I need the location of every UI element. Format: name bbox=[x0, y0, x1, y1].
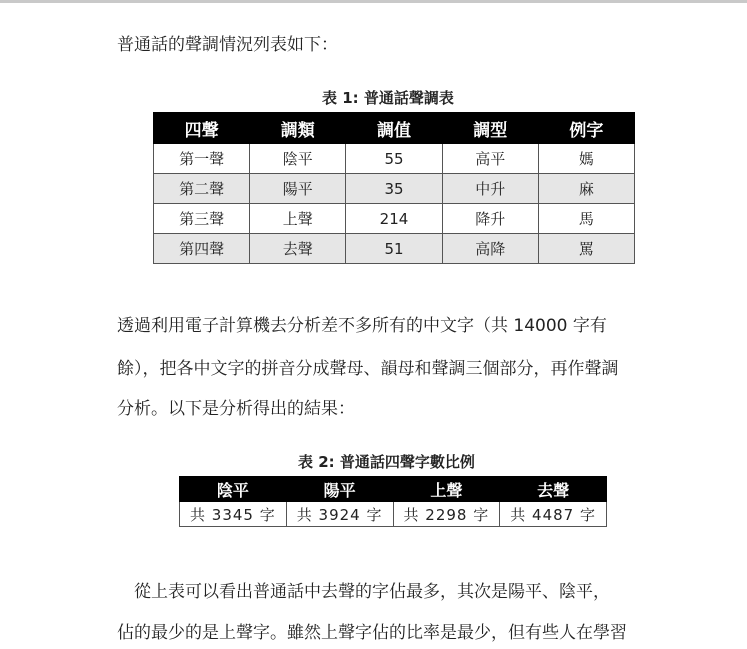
table-cell: 馬 bbox=[538, 204, 634, 234]
table-cell: 高降 bbox=[442, 234, 538, 264]
header-tone-contour: 調型 bbox=[442, 113, 538, 144]
table-cell: 去聲 bbox=[250, 234, 346, 264]
tone-count-table bbox=[179, 476, 607, 527]
header-example-char: 例字 bbox=[538, 113, 634, 144]
table1-caption: 表 1: 普通話聲調表 bbox=[322, 89, 454, 107]
table-cell: 中升 bbox=[442, 174, 538, 204]
table2-caption: 表 2: 普通話四聲字數比例 bbox=[298, 453, 475, 471]
table-cell: 麻 bbox=[538, 174, 634, 204]
header-yinping: 陰平 bbox=[180, 477, 287, 502]
table-cell: 51 bbox=[346, 234, 442, 264]
table-cell: 高平 bbox=[442, 144, 538, 174]
table-row bbox=[154, 174, 635, 204]
table-cell: 媽 bbox=[538, 144, 634, 174]
table-cell: 共 4487 字 bbox=[500, 502, 607, 527]
table-cell: 第四聲 bbox=[154, 234, 250, 264]
table-row bbox=[154, 234, 635, 264]
table-cell: 第一聲 bbox=[154, 144, 250, 174]
header-shangsheng: 上聲 bbox=[393, 477, 500, 502]
intro-text: 普通話的聲調情況列表如下： bbox=[117, 35, 338, 55]
paragraph2-line-2: 餘），把各中文字的拼音分成聲母、韻母和聲調三個部分，再作聲調 bbox=[117, 359, 619, 379]
header-tone-number: 四聲 bbox=[154, 113, 250, 144]
header-yangping: 陽平 bbox=[286, 477, 393, 502]
table-cell: 共 3924 字 bbox=[286, 502, 393, 527]
table-cell: 降升 bbox=[442, 204, 538, 234]
table-row bbox=[154, 144, 635, 174]
header-tone-category: 調類 bbox=[250, 113, 346, 144]
table-cell: 共 3345 字 bbox=[180, 502, 287, 527]
paragraph3-line-1: 從上表可以看出普通話中去聲的字佔最多，其次是陽平、陰平， bbox=[117, 582, 610, 602]
table-cell: 214 bbox=[346, 204, 442, 234]
paragraph3-line-2: 佔的最少的是上聲字。雖然上聲字佔的比率是最少，但有些人在學習 bbox=[117, 623, 627, 643]
paragraph2-line-1: 透過利用電子計算機去分析差不多所有的中文字（共 14000 字有 bbox=[117, 316, 607, 336]
table-cell: 陽平 bbox=[250, 174, 346, 204]
header-qusheng: 去聲 bbox=[500, 477, 607, 502]
table-cell: 罵 bbox=[538, 234, 634, 264]
table-row bbox=[154, 204, 635, 234]
tone-table bbox=[153, 112, 635, 264]
table-cell: 第三聲 bbox=[154, 204, 250, 234]
paragraph2-line-3: 分析。以下是分析得出的結果： bbox=[117, 399, 355, 419]
table-cell: 55 bbox=[346, 144, 442, 174]
table-cell: 第二聲 bbox=[154, 174, 250, 204]
table-row bbox=[180, 502, 607, 527]
table-cell: 共 2298 字 bbox=[393, 502, 500, 527]
table-cell: 35 bbox=[346, 174, 442, 204]
top-border bbox=[0, 0, 747, 3]
tone-table-header-row bbox=[154, 113, 635, 144]
table-cell: 陰平 bbox=[250, 144, 346, 174]
header-tone-value: 調值 bbox=[346, 113, 442, 144]
tone-count-header-row bbox=[180, 477, 607, 502]
table-cell: 上聲 bbox=[250, 204, 346, 234]
